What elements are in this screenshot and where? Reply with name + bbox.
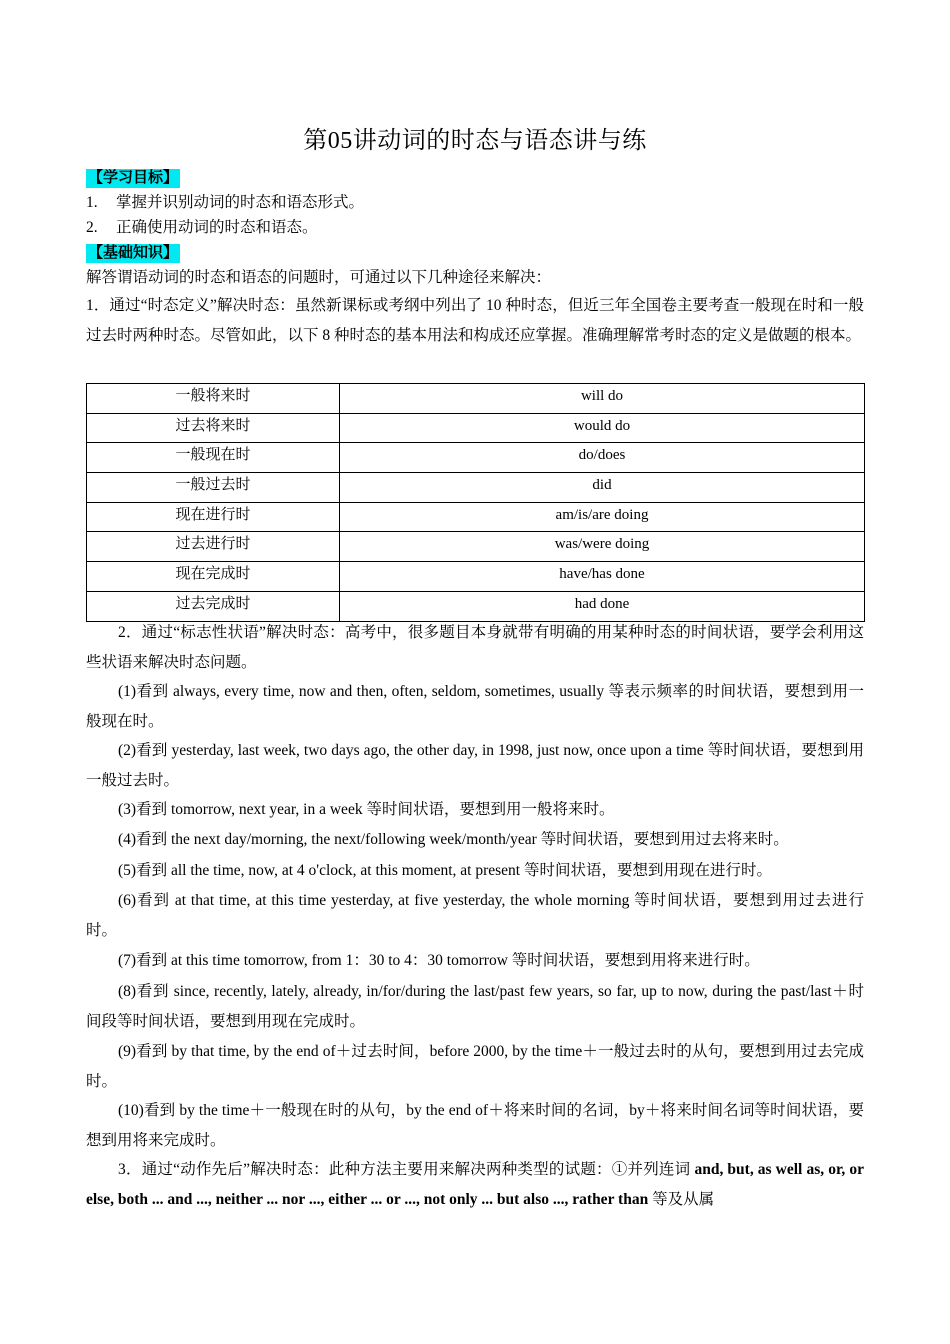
objective-item xyxy=(86,193,364,213)
tense-form: had done xyxy=(340,591,865,621)
section-3-tail: 等及从属 xyxy=(648,1190,715,1208)
tense-form: was/were doing xyxy=(340,532,865,562)
objective-number: 2. xyxy=(86,219,98,236)
tense-name: 过去进行时 xyxy=(87,532,340,562)
conjunction-list: and, but, as well as, or, or else, both ... and ..., neither ... nor ..., either ... or ..., not only ... but also ..., rather than xyxy=(86,1161,864,1208)
basic-knowledge-tag: 【基础知识】 xyxy=(88,245,179,261)
table-row xyxy=(87,413,865,443)
section-2-item: (3)看到 tomorrow, next year, in a week 等时间状语，要想到用一般将来时。 xyxy=(118,801,615,818)
section-2-item: (9)看到 by that time, by the end of＋过去时间，before 2000, by the time＋一般过去时的从句，要想到用过去完成时。 xyxy=(86,1043,864,1090)
tense-name: 一般现在时 xyxy=(87,443,340,473)
section-2-item: (1)看到 always, every time, now and then, often, seldom, sometimes, usually 等表示频率的时间状语，要想到用一般现在时。 xyxy=(86,683,864,730)
tense-name: 一般将来时 xyxy=(87,384,340,414)
table-row xyxy=(87,502,865,532)
tense-name: 过去将来时 xyxy=(87,413,340,443)
table-row xyxy=(87,443,865,473)
tense-form: do/does xyxy=(340,443,865,473)
section-2-item: (4)看到 the next day/morning, the next/following week/month/year 等时间状语，要想到用过去将来时。 xyxy=(118,831,789,848)
tense-form: did xyxy=(340,473,865,503)
section-3-lead: 3．通过“动作先后”解决时态：此种方法主要用来解决两种类型的试题：①并列连词 xyxy=(118,1161,695,1178)
tense-form: am/is/are doing xyxy=(340,502,865,532)
tense-form: will do xyxy=(340,384,865,414)
tense-table xyxy=(86,383,865,622)
tense-name: 一般过去时 xyxy=(87,473,340,503)
table-row xyxy=(87,384,865,414)
table-row xyxy=(87,562,865,592)
tense-form: have/has done xyxy=(340,562,865,592)
tense-form: would do xyxy=(340,413,865,443)
section-2-intro: 2．通过“标志性状语”解决时态：高考中，很多题目本身就带有明确的用某种时态的时间状语，要学会利用这些状语来解决时态问题。 xyxy=(86,624,864,671)
section-2-item: (6)看到 at that time, at this time yesterday, at five yesterday, the whole morning 等时间状语，要想到用过去进行时。 xyxy=(86,892,864,939)
table-row xyxy=(87,532,865,562)
section-3-paragraph xyxy=(86,1155,864,1214)
learning-objectives-tag: 【学习目标】 xyxy=(88,170,179,186)
basics-intro: 解答谓语动词的时态和语态的问题时，可通过以下几种途径来解决： xyxy=(86,269,552,286)
tense-name: 现在进行时 xyxy=(87,502,340,532)
objective-text: 掌握并识别动词的时态和语态形式。 xyxy=(116,194,365,211)
section-2-item: (5)看到 all the time, now, at 4 o'clock, at this moment, at present 等时间状语，要想到用现在进行时。 xyxy=(118,862,772,879)
section-2-item: (10)看到 by the time＋一般现在时的从句，by the end of＋将来时间的名词，by＋将来时间名词等时间状语，要想到用将来完成时。 xyxy=(86,1102,864,1149)
section-1-paragraph: 1．通过“时态定义”解决时态：虽然新课标或考纲中列出了 10 种时态，但近三年全国卷主要考查一般现在时和一般过去时两种时态。尽管如此，以下 8 种时态的基本用法和构成还应掌握。准确理解常考时态的定义是做题的根本。 xyxy=(86,297,864,344)
section-2-item: (2)看到 yesterday, last week, two days ago, the other day, in 1998, just now, once upon a time 等时间状语，要想到用一般过去时。 xyxy=(86,742,864,789)
tense-name: 过去完成时 xyxy=(87,591,340,621)
page-title: 第05讲动词的时态与语态讲与练 xyxy=(303,128,647,154)
objective-text: 正确使用动词的时态和语态。 xyxy=(116,219,318,236)
section-2-item: (8)看到 since, recently, lately, already, in/for/during the last/past few years, so far, up to now, during the past/last＋时间段等时间状语，要想到用现在完成时。 xyxy=(86,983,864,1030)
objective-item xyxy=(86,218,318,238)
table-row xyxy=(87,591,865,621)
objective-number: 1. xyxy=(86,194,98,211)
section-2-item: (7)看到 at this time tomorrow, from 1：30 to 4：30 tomorrow 等时间状语，要想到用将来进行时。 xyxy=(118,952,760,969)
tense-name: 现在完成时 xyxy=(87,562,340,592)
table-row xyxy=(87,473,865,503)
